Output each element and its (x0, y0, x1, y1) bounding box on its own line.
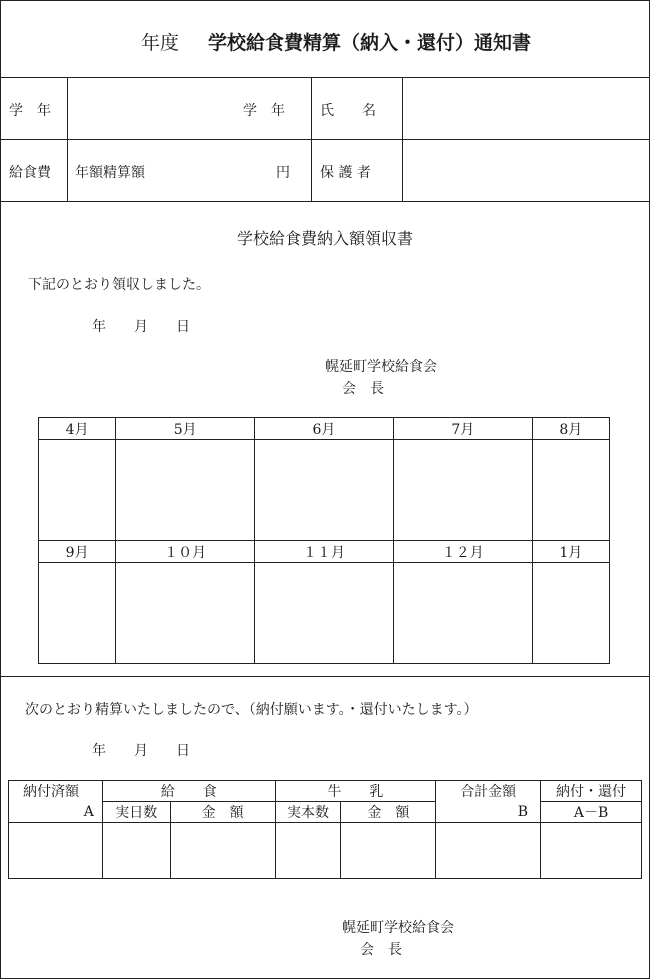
month-cell (532, 440, 609, 541)
student-info-grid (0, 78, 650, 202)
month-cell (39, 563, 116, 664)
month-header: １２月 (393, 541, 532, 563)
paid-amount-header: 納付済額 (9, 781, 103, 802)
month-header: １１月 (255, 541, 394, 563)
settlement-statement: 次のとおり精算いたしましたので、（納付願います。・還付いたします。） (25, 702, 478, 718)
month-header: 7月 (393, 418, 532, 440)
fiscal-year-label: 年度 (141, 32, 180, 54)
section-divider (0, 676, 650, 677)
pay-refund-cell (541, 823, 642, 879)
total-amount-header: 合計金額 (436, 781, 541, 802)
fee-label: 給食費 (9, 165, 51, 181)
total-amount-cell (436, 823, 541, 879)
form-title: 学校給食費精算（納入・還付）通知書 (208, 32, 532, 54)
month-cell (532, 563, 609, 664)
month-header: １０月 (116, 541, 255, 563)
settlement-chair: 会 長 (360, 942, 402, 958)
month-cell (393, 440, 532, 541)
month-cell (255, 563, 394, 664)
receipt-chair: 会 長 (342, 381, 384, 397)
meal-amount-cell (170, 823, 275, 879)
form-title-area (0, 0, 650, 78)
info-col-divider (402, 78, 403, 202)
month-header: 5月 (116, 418, 255, 440)
meal-days-cell (102, 823, 170, 879)
settlement-table (8, 780, 642, 879)
month-header: 1月 (532, 541, 609, 563)
meal-header: 給 食 (102, 781, 275, 802)
grade-suffix: 学 年 (243, 103, 285, 119)
milk-amount-cell (341, 823, 436, 879)
month-header: 6月 (255, 418, 394, 440)
paid-amount-sub: A (9, 802, 103, 823)
paid-amount-cell (9, 823, 103, 879)
info-row-divider (0, 139, 650, 140)
month-cell (255, 440, 394, 541)
yen-unit: 円 (276, 165, 290, 181)
month-header: 9月 (39, 541, 116, 563)
grade-label: 学 年 (9, 103, 51, 119)
guardian-label: 保 護 者 (320, 165, 371, 181)
month-cell (393, 563, 532, 664)
info-col-divider (311, 78, 312, 202)
settlement-date: 年 月 日 (92, 743, 190, 759)
meal-amount-header: 金 額 (170, 802, 275, 823)
pay-refund-header: 納付・還付 (541, 781, 642, 802)
settlement-organization: 幌延町学校給食会 (342, 920, 454, 936)
receipt-date: 年 月 日 (92, 319, 190, 335)
month-cell (116, 440, 255, 541)
milk-count-cell (275, 823, 341, 879)
milk-header: 牛 乳 (275, 781, 436, 802)
receipt-organization: 幌延町学校給食会 (325, 359, 437, 375)
receipt-statement: 下記のとおり領収しました。 (28, 277, 210, 293)
name-label: 氏 名 (320, 103, 376, 119)
milk-count-header: 実本数 (275, 802, 341, 823)
meal-days-header: 実日数 (102, 802, 170, 823)
receipt-title: 学校給食費納入額領収書 (236, 229, 413, 248)
milk-amount-header: 金 額 (341, 802, 436, 823)
monthly-receipt-table (38, 417, 610, 664)
pay-refund-sub: A－B (541, 802, 642, 823)
month-cell (39, 440, 116, 541)
month-cell (116, 563, 255, 664)
total-amount-sub: B (436, 802, 541, 823)
month-header: 8月 (532, 418, 609, 440)
info-col-divider (67, 78, 68, 202)
annual-amount-label: 年額精算額 (75, 165, 145, 181)
month-header: 4月 (39, 418, 116, 440)
